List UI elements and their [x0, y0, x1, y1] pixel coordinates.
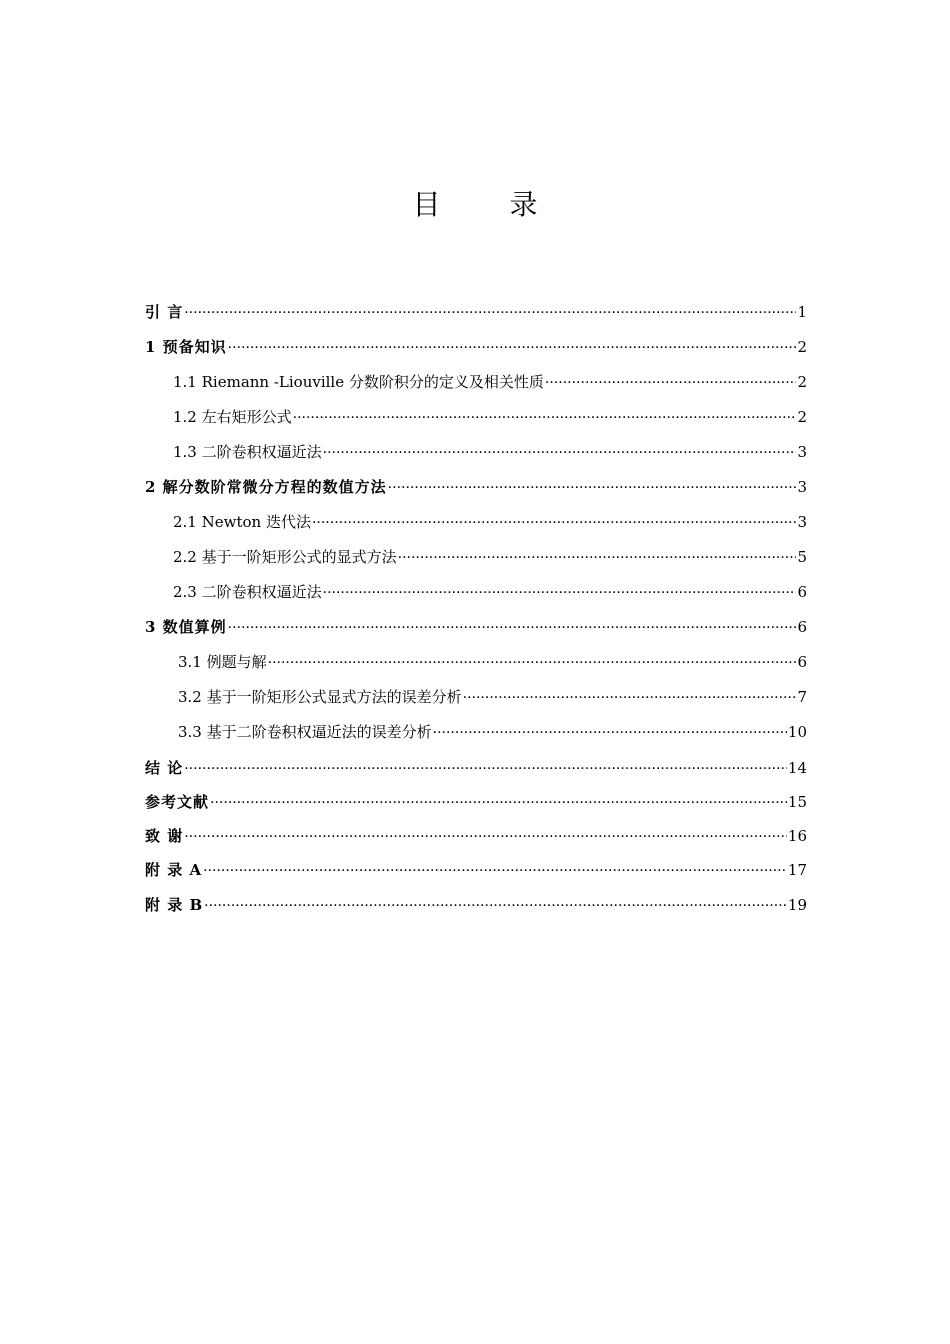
toc-entry[interactable]	[145, 580, 807, 604]
toc-entry[interactable]	[145, 720, 807, 744]
toc-entry-label: 2 解分数阶常微分方程的数值方法	[145, 478, 387, 496]
toc-entry-label: 3.3 基于二阶卷积权逼近法的误差分析	[178, 723, 432, 741]
toc-entry[interactable]	[145, 335, 807, 359]
toc-entry-page: 17	[787, 861, 807, 879]
toc-entry-page: 14	[787, 759, 807, 777]
toc-entry[interactable]	[145, 370, 807, 394]
toc-entry-label: 引 言	[145, 303, 184, 321]
toc-leader-dots	[184, 757, 787, 780]
toc-entry-label: 参考文献	[145, 793, 210, 811]
toc-leader-dots	[204, 894, 787, 917]
toc-entry-label: 2.2 基于一阶矩形公式的显式方法	[173, 548, 397, 566]
toc-entry-label: 致 谢	[145, 827, 184, 845]
toc-leader-dots	[463, 686, 797, 709]
toc-entry-label: 1 预备知识	[145, 338, 227, 356]
toc-entry[interactable]	[145, 685, 807, 709]
toc-entry-page: 6	[797, 583, 807, 601]
toc-leader-dots	[203, 859, 787, 882]
toc-entry-page: 1	[797, 303, 807, 321]
toc-entry-page: 10	[787, 723, 807, 741]
toc-leader-dots	[398, 546, 797, 569]
toc-entry-label: 1.3 二阶卷积权逼近法	[173, 443, 322, 461]
toc-entry[interactable]	[145, 475, 807, 499]
toc-entry-page: 6	[797, 653, 807, 671]
toc-entry[interactable]	[145, 650, 807, 674]
toc-leader-dots	[293, 406, 797, 429]
toc-entry-label: 附 录 A	[145, 861, 203, 879]
toc-leader-dots	[433, 721, 787, 744]
toc-entry[interactable]	[145, 756, 807, 780]
toc-entry-page: 7	[797, 688, 807, 706]
toc-leader-dots	[323, 581, 797, 604]
toc-entry[interactable]	[145, 510, 807, 534]
toc-entry-label: 3.1 例题与解	[178, 653, 267, 671]
toc-entry[interactable]	[145, 824, 807, 848]
toc-leader-dots	[228, 336, 797, 359]
toc-entry-label: 3.2 基于一阶矩形公式显式方法的误差分析	[178, 688, 462, 706]
toc-leader-dots	[312, 511, 797, 534]
toc-entry-page: 2	[797, 373, 807, 391]
toc-entry[interactable]	[145, 893, 807, 917]
toc-leader-dots	[268, 651, 797, 674]
toc-entry-page: 5	[797, 548, 807, 566]
toc-entry[interactable]	[145, 790, 807, 814]
toc-entry-label: 2.3 二阶卷积权逼近法	[173, 583, 322, 601]
toc-leader-dots	[210, 791, 787, 814]
toc-entry-label: 1.1 Riemann -Liouville 分数阶积分的定义及相关性质	[173, 373, 544, 391]
toc-entry-page: 2	[797, 408, 807, 426]
toc-entry-label: 3 数值算例	[145, 618, 227, 636]
toc-entry-page: 15	[787, 793, 807, 811]
toc-leader-dots	[545, 371, 797, 394]
page-title: 目 录	[412, 188, 568, 221]
toc-entry-page: 19	[787, 896, 807, 914]
toc-entry-page: 16	[787, 827, 807, 845]
toc-leader-dots	[184, 825, 787, 848]
toc-entry-page: 6	[797, 618, 807, 636]
toc-entry[interactable]	[145, 405, 807, 429]
toc-entry-page: 3	[797, 443, 807, 461]
toc-entry[interactable]	[145, 440, 807, 464]
toc-entry-label: 结 论	[145, 759, 184, 777]
toc-entry-label: 1.2 左右矩形公式	[173, 408, 292, 426]
toc-leader-dots	[388, 476, 797, 499]
toc-entry[interactable]	[145, 858, 807, 882]
toc-entry-page: 3	[797, 478, 807, 496]
toc-leader-dots	[228, 616, 797, 639]
toc-entry-page: 2	[797, 338, 807, 356]
toc-entry[interactable]	[145, 545, 807, 569]
toc-entry-label: 2.1 Newton 迭代法	[173, 513, 311, 531]
toc-entry-label: 附 录 B	[145, 896, 204, 914]
toc-entry-page: 3	[797, 513, 807, 531]
toc-leader-dots	[323, 441, 797, 464]
toc-entry[interactable]	[145, 300, 807, 324]
toc-leader-dots	[184, 301, 796, 324]
toc-entry[interactable]	[145, 615, 807, 639]
